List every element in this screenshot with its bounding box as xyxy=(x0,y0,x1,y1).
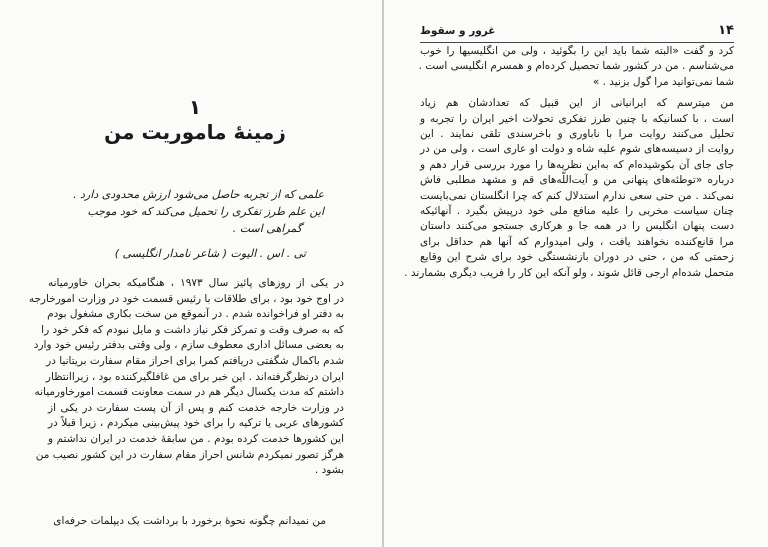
text-line: در وزارت خارجه خدمت کنم و پس از آن پست سفارت در یکی از xyxy=(48,401,344,414)
text-line: می‌شناسم . من در کشور شما تحصیل کرده‌ام و همسرم انگلیسی است . xyxy=(418,60,734,73)
text-line: شدم باکمال شگفتی دریافتم کمرا برای احراز مقام سفارت بریتانیا در xyxy=(46,354,344,367)
epigraph-line: گمراهی است . xyxy=(232,222,302,235)
text-line: کشورهای عربی یا ترکیه را برای خود پیش‌بینی میکردم ، زیرا قبلاً در xyxy=(48,417,344,430)
text-line: شما نمی‌توانید مرا گول بزنید . » xyxy=(592,75,734,88)
right-page xyxy=(384,0,768,547)
text-line: تحلیل می‌کنند روایت مرا با ناباوری و باخرسندی تلقی نمایند . این xyxy=(420,128,734,141)
page-header xyxy=(420,22,734,43)
text-line: در یکی از روزهای پائیز سال ۱۹۷۳ ، هنگامیکه بحران خاورمیانه xyxy=(48,277,344,289)
text-line: روایت از دسیسه‌های شوم علیه شاه و دولت او عاری است ، ولی من در xyxy=(420,143,734,156)
page-number: ۱۴ xyxy=(718,23,734,38)
epigraph-line: علمی که از تجربه حاصل می‌شود ارزش محدودی دارد . xyxy=(73,188,324,201)
body-text-right xyxy=(404,44,734,281)
left-page xyxy=(0,0,382,547)
text-line: ایران درنظرگرفته‌اند . این خبر برای من غافلگیرکننده بود ، زیراانتظار xyxy=(45,370,344,383)
text-line: زحمتی که من ، حتی در دوران بازنشستگی خود برای شرح این وقایع xyxy=(420,251,734,264)
epigraph-line: این علم طرز تفکری را تحمیل می‌کند که خود موجب xyxy=(87,205,324,218)
running-title: غرور و سقوط xyxy=(420,25,496,37)
text-line: که به صرف وقت و تمرکز فکر نیاز داشت و مایل نبودم که فکر خود را xyxy=(41,323,344,336)
text-line: داشتم که مدت یکسال دیگر هم در سمت معاونت قسمت امورخاورمیانه xyxy=(34,386,344,399)
text-line: دست پنهان انگلیس را در همه جا و هرکاری جستجو می‌کنند داستان xyxy=(420,220,734,233)
text-line: درباره «توطئه‌های پنهانی من و آیت‌اللّه‌های قم و مشهد مطلبی فاش xyxy=(420,174,734,187)
text-line: به دفتر او فراخوانده شدم . در آنموقع من سخت بکاری مشغول بودم xyxy=(47,308,344,321)
text-line: من میترسم که ایرانیانی از این قبیل که تعدادشان هم زیاد xyxy=(420,97,734,110)
text-line: کرد و گفت «البته شما باید این را بگوئید ، ولی من انگلیسیها را خوب xyxy=(420,45,734,57)
text-line: نمی‌کند . من حتی سعی ندارم استدلال کنم که چرا انگلستان نمی‌بایست xyxy=(420,189,734,202)
epigraph-source: تی . اس . الیوت ( شاعر نامدار انگلیسی ) xyxy=(114,247,306,260)
epigraph xyxy=(54,186,324,237)
chapter-title: زمینهٔ ماموریت من xyxy=(104,120,286,144)
text-line: بشود . xyxy=(314,464,344,477)
body-text-left xyxy=(28,276,344,479)
footer-text-line: من نمیدانم چگونه نحوهٔ برخورد با برداشت یک دیپلمات حرفه‌ای xyxy=(53,515,326,527)
text-line: چنان سیاست مخربی را علیه منافع ملی خود درپیش بگیرد . آنهائیکه xyxy=(420,205,734,218)
text-line: مرا قانع‌کننده نخواهند یافت ، ولی امیدوارم که آنها هم حداقل برای xyxy=(420,235,734,248)
text-line: هرگز تصور نمیکردم شانس احراز مقام سفارت در این کشور نصیب من xyxy=(35,448,344,461)
text-line: جای جای آن بکوشیده‌ام که به‌این نظریه‌ها را مورد بررسی قرار دهم و xyxy=(420,158,734,171)
text-line: به بعضی مسائل اداری معطوف سازم ، ولی وقتی بدفتر رئیس خود وارد xyxy=(33,339,344,352)
text-line: این کشورها خدمت کرده بودم . من سابقهٔ خدمت در ایران نداشتم و xyxy=(48,432,344,445)
text-line: متحمل شده‌ام ارجی قائل شوند ، ولو آنکه این کار را فریب دیگری بشمارند . xyxy=(404,266,734,279)
text-line: است ، با کسانیکه با چنین طرز تفکری تحولات اخیر ایران را تجربه و xyxy=(420,112,734,125)
text-line: در اوج خود بود ، برای طلاقات با رئیس قسمت خود در وزارت امورخارجه xyxy=(28,292,344,305)
chapter-number: ۱ xyxy=(188,95,202,119)
